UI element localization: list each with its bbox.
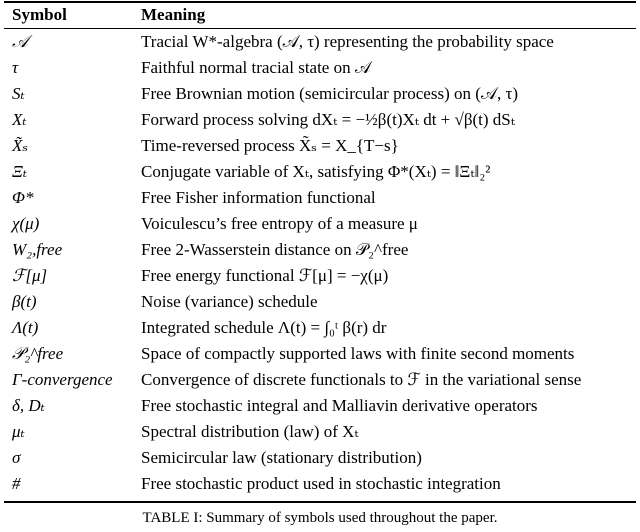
meaning-cell: Forward process solving dXₜ = −½β(t)Xₜ dt + √β(t) dSₜ [141,110,515,129]
header-rule [4,28,636,29]
table-row [4,446,636,470]
meaning-cell: Tracial W*-algebra (𝒜, τ) representing the probability space [141,32,554,51]
table-row [4,56,636,80]
symbol-cell: τ [12,58,19,77]
meaning-cell: Free stochastic product used in stochastic integration [141,474,501,493]
table-header [4,3,636,27]
table-row [4,368,636,392]
table-row [4,290,636,314]
symbol-cell: χ(μ) [12,214,40,233]
meaning-cell: Free energy functional ℱ[μ] = −χ(μ) [141,266,389,285]
table-row [4,238,636,262]
symbol-cell: 𝒫₂^free [12,344,64,363]
symbol-cell: Γ-convergence [12,370,113,389]
symbol-cell: β(t) [12,292,37,311]
meaning-cell: Free stochastic integral and Malliavin derivative operators [141,396,538,415]
header-meaning: Meaning [141,5,206,24]
symbol-cell: W₂,free [12,240,63,259]
table-row [4,134,636,158]
symbol-cell: Sₜ [12,84,25,103]
table-row [4,108,636,132]
symbol-cell: δ, Dₜ [12,396,45,415]
table-row [4,472,636,496]
table-row [4,160,636,184]
table-row [4,342,636,366]
table-row [4,186,636,210]
meaning-cell: Space of compactly supported laws with finite second moments [141,344,575,363]
table-caption: TABLE I: Summary of symbols used throughout the paper. [142,510,498,526]
symbol-cell: Xₜ [12,110,27,129]
bottom-rule [4,501,636,503]
meaning-cell: Semicircular law (stationary distribution) [141,448,422,467]
table-row [4,30,636,54]
symbol-cell: μₜ [12,422,25,441]
meaning-cell: Free 2-Wasserstein distance on 𝒫₂^free [141,240,409,259]
meaning-cell: Integrated schedule Λ(t) = ∫₀ᵗ β(r) dr [141,318,387,337]
symbol-cell: X̃ₛ [12,136,29,155]
meaning-cell: Voiculescu’s free entropy of a measure μ [141,214,418,233]
symbol-cell: ℱ[μ] [12,266,48,285]
symbol-cell: Ξₜ [12,162,28,181]
symbol-cell: Φ* [12,188,34,207]
table-row [4,264,636,288]
table-row [4,82,636,106]
meaning-cell: Free Brownian motion (semicircular process) on (𝒜, τ) [141,84,518,103]
meaning-cell: Time-reversed process X̃ₛ = X_{T−s} [141,136,399,155]
meaning-cell: Free Fisher information functional [141,188,376,207]
meaning-cell: Noise (variance) schedule [141,292,318,311]
symbol-cell: Λ(t) [12,318,39,337]
header-symbol: Symbol [12,5,67,24]
symbol-cell: 𝒜 [12,32,29,51]
symbol-cell: # [12,474,21,493]
meaning-cell: Faithful normal tracial state on 𝒜 [141,58,371,77]
table-row [4,394,636,418]
table-row [4,212,636,236]
table-row [4,420,636,444]
meaning-cell: Convergence of discrete functionals to ℱ in the variational sense [141,370,582,389]
meaning-cell: Spectral distribution (law) of Xₜ [141,422,359,441]
table-row [4,316,636,340]
symbol-cell: σ [12,448,21,467]
meaning-cell: Conjugate variable of Xₜ, satisfying Φ*(Xₜ) = ‖Ξₜ‖₂² [141,162,491,181]
